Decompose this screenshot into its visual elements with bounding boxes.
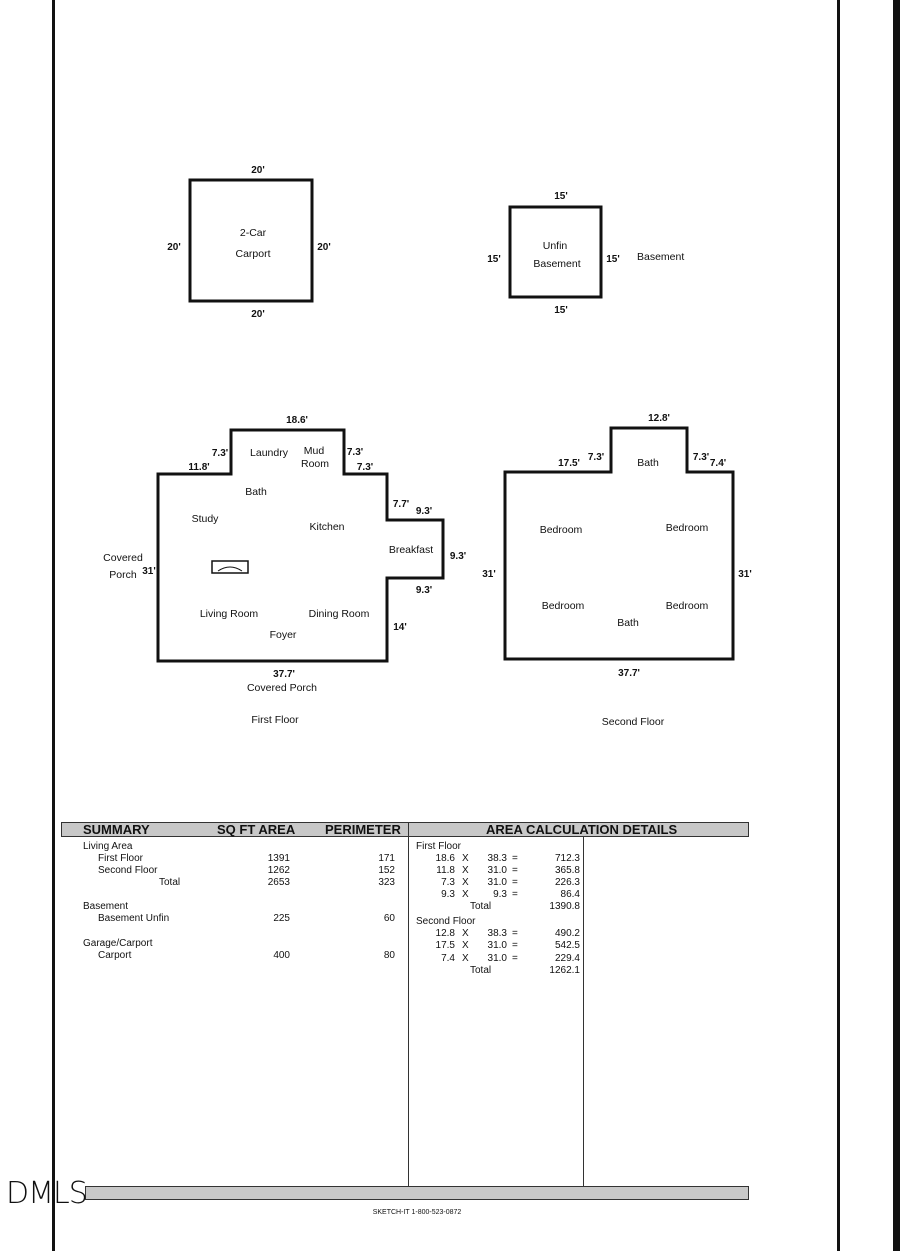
- ff-dim-top: 18.6': [286, 415, 308, 426]
- ff-room-bath: Bath: [245, 486, 267, 498]
- sf-dim-top: 12.8': [648, 413, 670, 424]
- detail-result: 542.5: [554, 940, 580, 951]
- sf-room-bath-bottom: Bath: [617, 617, 639, 629]
- summary-header-bar: [61, 822, 749, 837]
- sf-dim-right-step-v: 7.3': [692, 452, 710, 463]
- detail-result: 226.3: [554, 877, 580, 888]
- ff-room-laundry: Laundry: [250, 447, 288, 459]
- basement-outline: [510, 207, 601, 297]
- basement-dim-bottom: 15': [554, 305, 568, 316]
- detail-b: 31.0: [487, 865, 507, 876]
- carport-label-1: 2-Car: [239, 227, 267, 239]
- carport-outline: [190, 180, 312, 301]
- summary-row-area: 225: [273, 913, 290, 924]
- sf-room-bedroom-bl: Bedroom: [541, 600, 585, 612]
- detail-result: 86.4: [560, 889, 580, 900]
- detail-x: X: [462, 877, 469, 888]
- detail-b: 9.3: [493, 889, 507, 900]
- ff-room-kitchen: Kitchen: [309, 521, 345, 533]
- basement-dim-left: 15': [487, 254, 501, 265]
- dmls-logo: DMLS: [6, 1176, 87, 1211]
- detail-a: 18.6: [435, 853, 455, 864]
- detail-result: 365.8: [554, 865, 580, 876]
- detail-a: 17.5: [435, 940, 455, 951]
- detail-result: 229.4: [554, 953, 580, 964]
- detail-b: 31.0: [487, 877, 507, 888]
- basement-label-2: Basement: [533, 258, 581, 270]
- detail-b: 38.3: [487, 853, 507, 864]
- detail-eq: =: [512, 865, 518, 876]
- footer-bar: [85, 1186, 749, 1200]
- detail-eq: =: [512, 889, 518, 900]
- divider-details-right: [583, 837, 584, 1186]
- detail-x: X: [462, 953, 469, 964]
- detail-a: 11.8: [436, 865, 455, 876]
- sf-dim-left-step-v: 7.3': [587, 452, 605, 463]
- summary-row-perimeter: 323: [378, 877, 395, 888]
- basement-label-1: Unfin: [542, 240, 568, 252]
- summary-header: SUMMARY: [83, 822, 150, 837]
- carport-label-2: Carport: [235, 248, 271, 260]
- ff-covered-porch-left-1: Covered: [103, 552, 143, 564]
- ff-dim-left-step-v: 7.3': [211, 448, 229, 459]
- carport-dim-right: 20': [317, 242, 331, 253]
- ff-dim-bottom: 37.7': [273, 669, 295, 680]
- ff-dim-bump-top: 9.3': [415, 506, 433, 517]
- sf-dim-bottom: 37.7': [618, 668, 640, 679]
- summary-row-perimeter: 60: [383, 913, 395, 924]
- summary-row-label: Basement: [83, 901, 129, 912]
- detail-x: X: [462, 853, 469, 864]
- sf-room-bedroom-tl: Bedroom: [539, 524, 583, 536]
- details-first-total: 1390.8: [549, 901, 580, 912]
- ff-room-mud-1: Mud: [303, 445, 325, 457]
- ff-dim-left-step-h: 11.8': [188, 462, 210, 473]
- ff-covered-porch-bottom: Covered Porch: [246, 682, 318, 694]
- detail-result: 712.3: [554, 853, 580, 864]
- basement-dim-right: 15': [606, 254, 620, 265]
- basement-side-label: Basement: [637, 251, 685, 263]
- sf-dim-right-step-h: 7.4': [709, 458, 727, 469]
- carport-dim-bottom: 20': [251, 309, 265, 320]
- detail-eq: =: [512, 953, 518, 964]
- summary-row-label: Carport: [98, 950, 132, 961]
- ff-dim-lower-right: 14': [393, 622, 407, 633]
- second-floor-title: Second Floor: [601, 716, 665, 728]
- details-first-floor-title: First Floor: [416, 841, 461, 852]
- summary-row-area: 1391: [267, 853, 290, 864]
- ff-dim-right-step-v: 7.3': [346, 447, 364, 458]
- ff-dim-right-step-h: 7.3': [356, 462, 374, 473]
- carport-dim-top: 20': [251, 165, 265, 176]
- sf-dim-right: 31': [738, 569, 752, 580]
- detail-eq: =: [512, 928, 518, 939]
- summary-row-label: Basement Unfin: [98, 913, 170, 924]
- summary-row-perimeter: 80: [383, 950, 395, 961]
- detail-x: X: [462, 889, 469, 900]
- detail-eq: =: [512, 853, 518, 864]
- basement-dim-top: 15': [554, 191, 568, 202]
- summary-row-label: Total: [159, 877, 181, 888]
- detail-a: 9.3: [441, 889, 455, 900]
- detail-a: 7.3: [441, 877, 455, 888]
- detail-x: X: [462, 865, 469, 876]
- ff-dim-left: 31': [142, 566, 156, 577]
- detail-eq: =: [512, 877, 518, 888]
- details-second-total: 1262.1: [549, 965, 580, 976]
- summary-row-area: 2653: [267, 877, 290, 888]
- ff-room-breakfast: Breakfast: [388, 544, 434, 556]
- detail-b: 38.3: [487, 928, 507, 939]
- details-second-floor-title: Second Floor: [416, 916, 476, 927]
- sqft-header: SQ FT AREA: [217, 822, 296, 837]
- summary-row-perimeter: 171: [378, 853, 395, 864]
- details-first-total-label: Total: [470, 901, 492, 912]
- ff-room-mud-2: Room: [300, 458, 330, 470]
- ff-dim-bump-bottom: 9.3': [415, 585, 433, 596]
- first-floor-title: First Floor: [251, 714, 299, 726]
- ff-covered-porch-left-2: Porch: [109, 569, 137, 581]
- detail-x: X: [462, 928, 469, 939]
- ff-room-dining: Dining Room: [308, 608, 370, 620]
- details-header: AREA CALCULATION DETAILS: [486, 822, 678, 837]
- summary-row-label: Garage/Carport: [83, 938, 153, 949]
- detail-a: 7.4: [441, 953, 455, 964]
- sf-room-bath-top: Bath: [637, 457, 659, 469]
- ff-room-foyer: Foyer: [269, 629, 297, 641]
- carport-dim-left: 20': [167, 242, 181, 253]
- divider-summary-details: [408, 822, 409, 1186]
- ff-dim-bump-right: 9.3': [449, 551, 467, 562]
- summary-row-label: First Floor: [98, 853, 143, 864]
- summary-row-area: 400: [273, 950, 290, 961]
- summary-row-label: Living Area: [83, 841, 133, 852]
- detail-eq: =: [512, 940, 518, 951]
- sf-room-bedroom-br: Bedroom: [665, 600, 709, 612]
- detail-b: 31.0: [487, 953, 507, 964]
- ff-room-living: Living Room: [199, 608, 259, 620]
- ff-room-study: Study: [191, 513, 219, 525]
- sf-dim-left-step-h: 17.5': [558, 458, 580, 469]
- summary-row-area: 1262: [267, 865, 290, 876]
- sf-room-bedroom-tr: Bedroom: [665, 522, 709, 534]
- sketch-credit: SKETCH-IT 1-800-523-0872: [372, 1209, 462, 1216]
- sf-dim-left: 31': [482, 569, 496, 580]
- summary-row-perimeter: 152: [378, 865, 395, 876]
- ff-dim-bump-v: 7.7': [392, 499, 410, 510]
- detail-x: X: [462, 940, 469, 951]
- perimeter-header: PERIMETER: [325, 822, 401, 837]
- detail-result: 490.2: [554, 928, 580, 939]
- summary-row-label: Second Floor: [98, 865, 158, 876]
- details-second-total-label: Total: [470, 965, 492, 976]
- detail-b: 31.0: [487, 940, 507, 951]
- detail-a: 12.8: [435, 928, 455, 939]
